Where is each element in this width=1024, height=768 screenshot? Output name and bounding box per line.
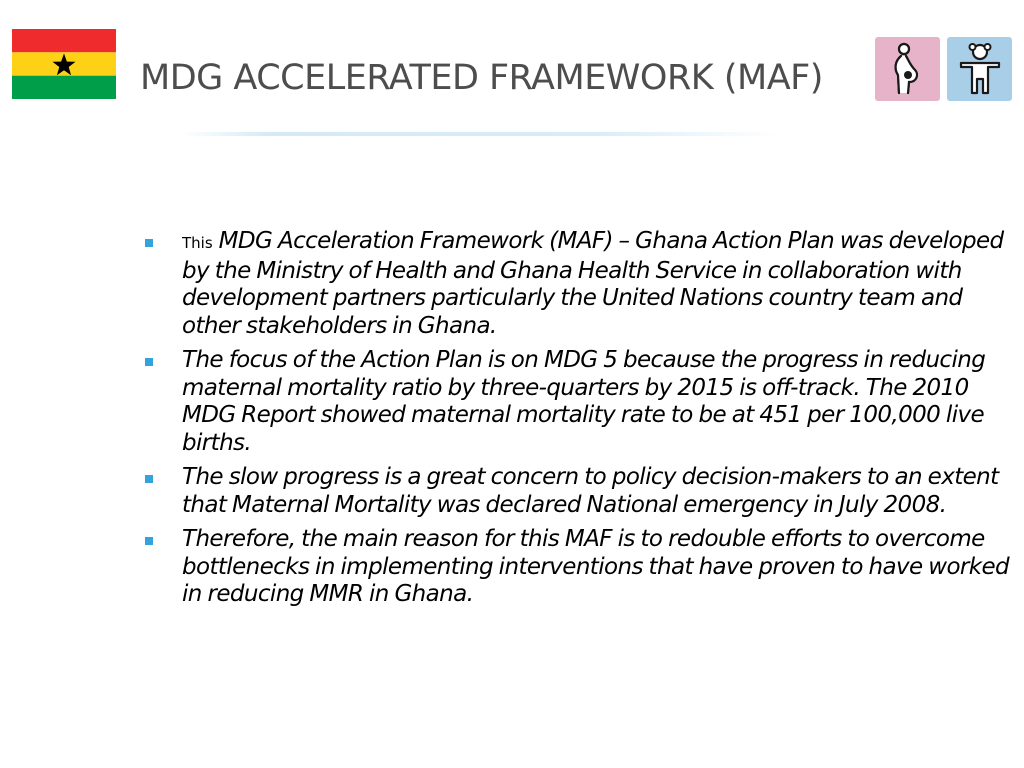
bullet-marker-icon [145,239,153,247]
bullet-text: Therefore, the main reason for this MAF is to redouble efforts to overcome bottlenecks in implementing interventions that have proven to have worked in reducing MMR in Ghana. [182,526,1010,607]
pregnant-mother-icon [875,37,940,101]
bullet-item [140,228,1010,340]
title-underline [180,132,780,136]
bullet-marker-icon [145,537,153,545]
bullet-text: The focus of the Action Plan is on MDG 5 because the progress in reducing maternal mortality ratio by three-quarters by 2015 is off-track. The 2010 MDG Report showed maternal mortality rate to be at 451 per 100,000 live births. [182,347,986,456]
bullet-marker-icon [145,475,153,483]
ghana-flag-icon [12,29,116,99]
bullet-lead-word: This [182,234,213,252]
bullet-list [140,228,1010,616]
bullet-text: MDG Acceleration Framework (MAF) – Ghana Action Plan was developed by the Ministry of Health and Ghana Health Service in collaboration with development partners particularly the United Nations country team and other stakeholders in Ghana. [182,228,1004,339]
slide-title: MDG ACCELERATED FRAMEWORK (MAF) [140,58,823,98]
bullet-marker-icon [145,358,153,366]
bullet-item [140,464,1010,519]
bullet-text: The slow progress is a great concern to policy decision-makers to an extent that Maternal Mortality was declared National emergency in July 2008. [182,464,999,518]
child-icon [947,37,1012,101]
bullet-item [140,526,1010,609]
bullet-item [140,347,1010,457]
